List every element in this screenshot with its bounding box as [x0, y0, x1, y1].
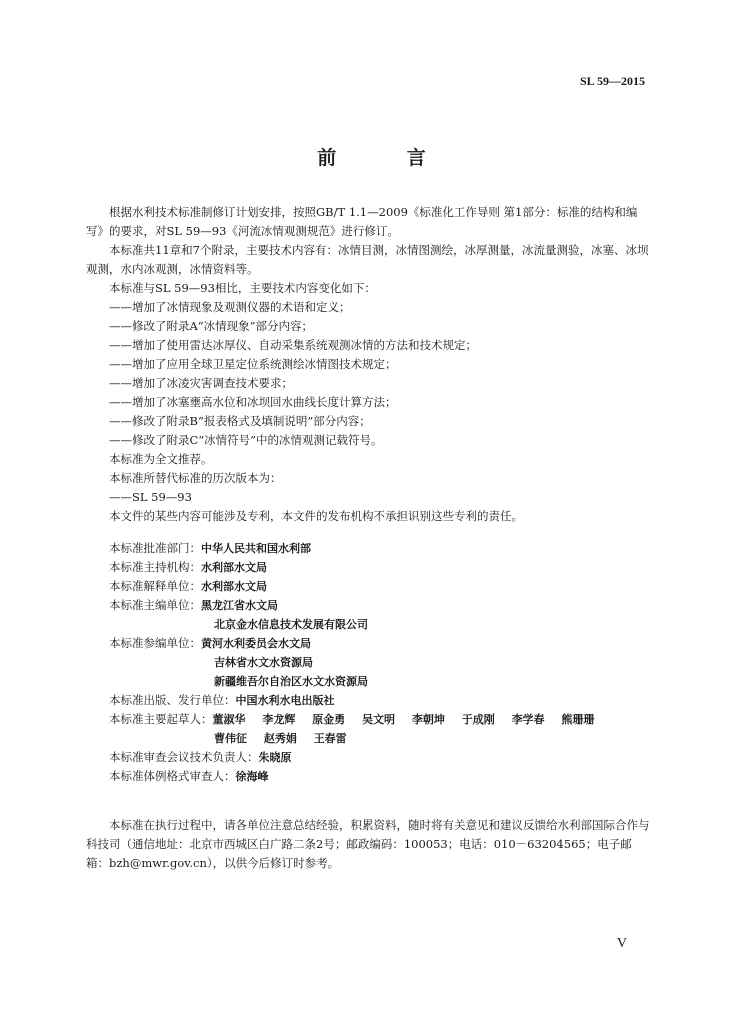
drafters-row	[86, 710, 652, 729]
drafter-name: 李龙辉	[262, 713, 296, 726]
change-item: ——增加了使用雷达冰厚仪、自动采集系统观测冰情的方法和技术规定；	[109, 338, 477, 352]
format-label: 本标准体例格式审查人：	[109, 769, 236, 783]
change-item: ——增加了冰凌灾害调查技术要求；	[109, 376, 293, 390]
participant-value: 黄河水利委员会水文局	[201, 637, 311, 650]
previous-version: ——SL 59—93	[109, 490, 192, 504]
change-item: ——增加了冰塞壅高水位和冰坝回水曲线长度计算方法；	[109, 395, 397, 409]
drafter-name: 李朝坤	[411, 713, 445, 726]
host-label: 本标准主持机构：	[109, 560, 201, 574]
chief-row	[86, 596, 652, 615]
approve-value: 中华人民共和国水利部	[201, 542, 311, 555]
change-item: ——增加了冰情现象及观测仪器的术语和定义；	[109, 300, 351, 314]
format-row	[86, 767, 652, 786]
participant-value: 吉林省水文水资源局	[214, 656, 313, 669]
document-body	[86, 203, 652, 873]
approve-label: 本标准批准部门：	[109, 541, 201, 555]
explain-row	[86, 577, 652, 596]
host-value: 水利部水文局	[201, 561, 267, 574]
intro-paragraph: 根据水利技术标准制修订计划安排，按照GB/T 1.1—2009《标准化工作导则 第1部分：标准的结构和编写》的要求，对SL 59—93《河流冰情观测规范》进行修订。	[86, 205, 638, 238]
review-label: 本标准审查会议技术负责人：	[109, 750, 259, 764]
chief-value: 黑龙江省水文局	[201, 599, 278, 612]
format-value: 徐海峰	[235, 770, 269, 783]
drafter-name: 李学春	[511, 713, 545, 726]
approve-row	[86, 539, 652, 558]
change-item: ——修改了附录B“报表格式及填制说明”部分内容；	[109, 414, 371, 428]
intro-paragraph: 本标准共11章和7个附录，主要技术内容有：冰情目测，冰情图测绘，冰厚测量，冰流量测验，冰塞、冰坝观测，水内冰观测，冰情资料等。	[86, 243, 649, 276]
chief-value: 北京金水信息技术发展有限公司	[214, 618, 368, 631]
drafters-label: 本标准主要起草人：	[109, 712, 213, 726]
drafters-list	[213, 710, 608, 729]
drafter-name: 曹伟征	[214, 732, 247, 745]
drafter-name: 原金勇	[312, 713, 346, 726]
publisher-label: 本标准出版、发行单位：	[109, 693, 236, 707]
intro-paragraph: 本标准与SL 59—93相比，主要技术内容变化如下：	[109, 281, 376, 295]
body-paragraph: 本标准所替代标准的历次版本为：	[109, 471, 282, 485]
explain-value: 水利部水文局	[201, 580, 267, 593]
drafter-name: 于成刚	[461, 713, 495, 726]
page-number: V	[616, 936, 627, 951]
chief-label: 本标准主编单位：	[109, 598, 201, 612]
drafter-name: 熊珊珊	[561, 713, 595, 726]
patent-statement: 本文件的某些内容可能涉及专利，本文件的发布机构不承担识别这些专利的责任。	[109, 509, 523, 523]
drafter-name: 王春雷	[313, 732, 347, 745]
publisher-value: 中国水利水电出版社	[235, 694, 335, 707]
change-item: ——修改了附录A“冰情现象”部分内容；	[109, 319, 314, 333]
participant-row	[86, 634, 652, 653]
host-row	[86, 558, 652, 577]
drafter-name: 董淑华	[212, 713, 246, 726]
drafter-name: 吴文明	[362, 713, 396, 726]
change-item: ——增加了应用全球卫星定位系统测绘冰情图技术规定；	[109, 357, 397, 371]
change-item: ——修改了附录C“冰情符号”中的冰情观测记载符号。	[109, 433, 383, 447]
participant-label: 本标准参编单位：	[109, 636, 201, 650]
explain-label: 本标准解释单位：	[109, 579, 201, 593]
participant-value: 新疆维吾尔自治区水文水资源局	[214, 675, 368, 688]
drafters-list	[86, 729, 652, 748]
drafter-name: 赵秀娟	[263, 732, 297, 745]
review-value: 朱晓原	[258, 751, 292, 764]
page-title: 前 言	[317, 147, 458, 169]
standard-number: SL 59—2015	[579, 74, 645, 88]
publisher-row	[86, 691, 652, 710]
feedback-note: 本标准在执行过程中，请各单位注意总结经验，积累资料，随时将有关意见和建议反馈给水利部国际合作与科技司（通信地址：北京市西城区白广路二条2号；邮政编码：100053；电话：010－63204565；电子邮箱：bzh@mwr.gov.cn），以供今后修订时参考。	[86, 818, 650, 870]
body-paragraph: 本标准为全文推荐。	[109, 452, 213, 466]
review-row	[86, 748, 652, 767]
